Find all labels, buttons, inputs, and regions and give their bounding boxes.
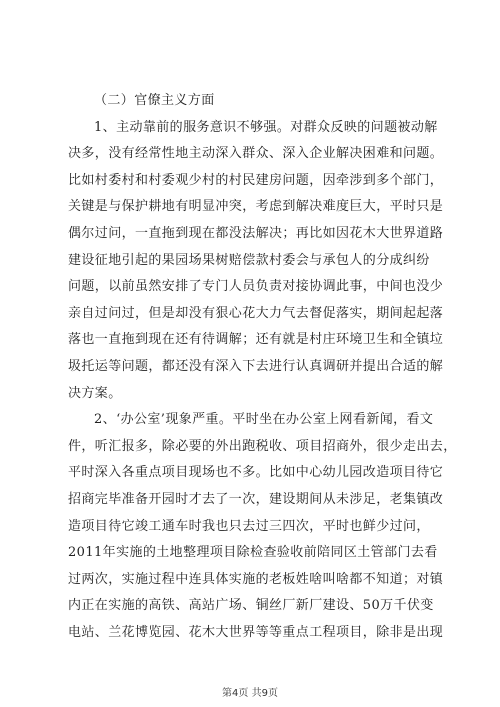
text-line: 偶尔过问，一直拖到现在都没法解决；再比如因花木大世界道路 (68, 225, 444, 241)
text-line: 比如村委村和村委观少村的村民建房问题，因牵涉到多个部门， (68, 172, 444, 188)
text-line: 圾托运等问题，都还没有深入下去进行认真调研并提出合适的解 (68, 358, 444, 374)
text-line: 落也一直拖到现在还有待调解；还有就是村庄环境卫生和全镇垃 (68, 332, 444, 348)
text-line: 建设征地引起的果园场果树赔偿款村委会与承包人的分成纠纷 (68, 252, 430, 268)
text-line: 内正在实施的高铁、高站广场、铜丝厂新厂建设、50万千伏变 (68, 598, 434, 614)
text-line: 件，听汇报多，除必要的外出跑税收、项目招商外，很少走出去， (68, 438, 457, 454)
text-line: 2、‘办公室’现象严重。平时坐在办公室上网看新闻，看文 (94, 412, 434, 428)
text-line: 决方案。 (68, 385, 122, 401)
text-line: 造项目待它竣工通车时我也只去过三四次，平时也鲜少过问， (68, 518, 430, 534)
text-line: 招商完毕准备开园时才去了一次，建设期间从未涉足，老集镇改 (68, 491, 444, 507)
text-line: 1、主动靠前的服务意识不够强。对群众反映的问题被动解 (94, 119, 438, 135)
section-heading: （二）官僚主义方面 (94, 93, 215, 108)
text-line: 2011年实施的土地整理项目除检查验收前陪同区土管部门去看 (68, 545, 438, 561)
text-line: 决多，没有经常性地主动深入群众、深入企业解决困难和问题。 (68, 146, 444, 162)
text-line: 问题，以前虽然安排了专门人员负责对接协调此事，中间也没少 (68, 279, 444, 295)
text-line: 关键是与保护耕地有明显冲突，考虑到解决难度巨大，平时只是 (68, 199, 444, 215)
page-number-footer: 第4页 共9页 (222, 688, 278, 699)
text-line: 平时深入各重点项目现场也不多。比如中心幼儿园改造项目待它 (68, 465, 444, 481)
document-body (68, 88, 457, 646)
text-line: 亲自过问过，但是却没有狠心花大力气去督促落实，期间起起落 (68, 305, 444, 321)
text-line: 过两次，实施过程中连具体实施的老板姓啥叫啥都不知道；对镇 (68, 571, 444, 587)
text-line: 电站、兰花博览园、花木大世界等等重点工程项目，除非是出现 (68, 624, 444, 640)
